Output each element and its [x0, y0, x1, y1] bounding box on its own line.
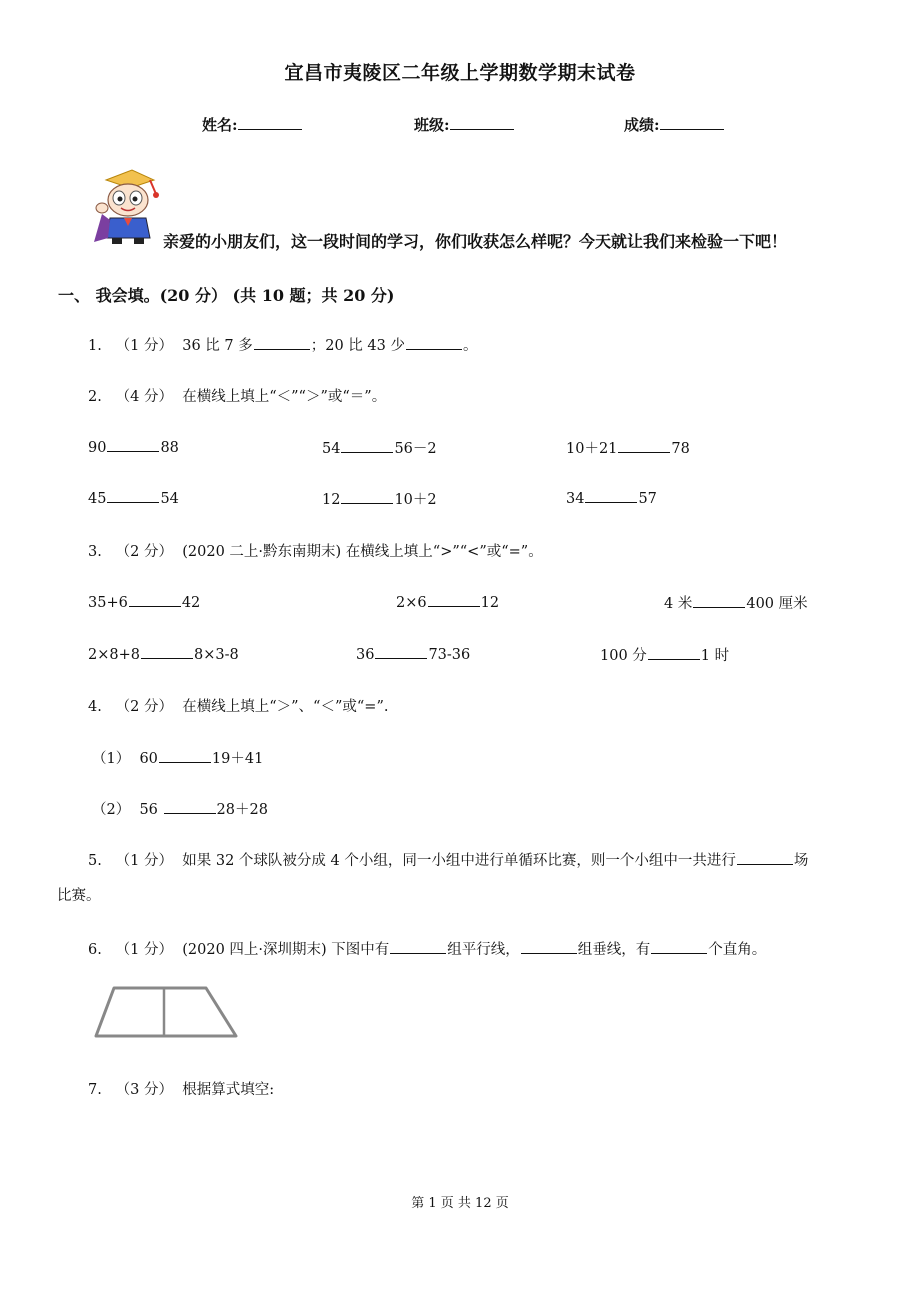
q6-text-c: 组垂线，有 [577, 942, 651, 958]
question-3 [88, 540, 543, 561]
q3-blank[interactable] [375, 644, 427, 659]
q7-text: 根据算式填空: [182, 1082, 275, 1098]
q6-blank-2[interactable] [521, 939, 577, 954]
name-label: 姓名: [202, 116, 238, 134]
q1-text-c: 。 [462, 338, 478, 354]
class-blank[interactable] [450, 114, 514, 130]
q3-blank[interactable] [648, 645, 700, 660]
q2-blank[interactable] [107, 488, 159, 503]
q1-text-b: ；20 比 43 少 [310, 338, 405, 354]
q4-points: （2 分） [115, 699, 174, 715]
q6-text-a: (2020 四上·深圳期末) 下图中有 [182, 942, 390, 958]
question-6 [88, 938, 766, 959]
q2-item [322, 437, 437, 458]
q3-item-right: 400 厘米 [746, 596, 808, 612]
q2-item [566, 488, 657, 507]
score-field [624, 114, 724, 135]
q3-item [600, 644, 729, 665]
q1-blank-2[interactable] [406, 335, 462, 350]
q3-item-right: 12 [480, 595, 500, 611]
name-field [202, 114, 302, 135]
q4-subitem-right: 28＋28 [216, 802, 268, 818]
q4-number: 4. [88, 699, 102, 715]
q3-points: （2 分） [115, 544, 174, 560]
q1-text-a: 36 比 7 多 [182, 338, 253, 354]
q2-blank[interactable] [618, 438, 670, 453]
q5-text-b: 场 [793, 853, 809, 869]
q4-subitem [92, 747, 263, 768]
q5-text-a: 如果 32 个球队被分成 4 个小组，同一小组中进行单循环比赛，则一个小组中一共进行 [182, 853, 736, 869]
class-field [414, 114, 514, 135]
q2-item-left: 12 [322, 492, 341, 508]
q2-item-right: 10＋2 [394, 492, 437, 508]
q2-item-right: 56－2 [394, 441, 437, 457]
q3-item-left: 35+6 [88, 595, 128, 611]
q2-blank[interactable] [341, 489, 393, 504]
q3-item-left: 2×8+8 [88, 647, 140, 663]
q3-blank[interactable] [693, 593, 745, 608]
q2-item-right: 78 [671, 441, 690, 457]
q2-item-right: 54 [160, 491, 179, 507]
q3-item [396, 592, 499, 611]
q1-points: （1 分） [115, 338, 174, 354]
q5-number: 5. [88, 853, 102, 869]
q3-item-left: 2×6 [396, 595, 427, 611]
q2-item [88, 437, 179, 456]
q4-text: 在横线上填上“＞”、“＜”或“=”. [182, 699, 389, 715]
q2-item-left: 45 [88, 491, 107, 507]
page-title: 宜昌市夷陵区二年级上学期数学期末试卷 [284, 62, 636, 84]
q4-blank[interactable] [159, 748, 211, 763]
q3-number: 3. [88, 544, 102, 560]
q2-item-right: 57 [638, 491, 657, 507]
greeting-text: 亲爱的小朋友们，这一段时间的学习，你们收获怎么样呢？今天就让我们来检验一下吧！ [163, 232, 788, 251]
q6-blank-1[interactable] [390, 939, 446, 954]
q6-points: （1 分） [115, 942, 174, 958]
q3-item-left: 100 分 [600, 648, 647, 664]
q3-item-left: 36 [356, 647, 375, 663]
q5-continuation: 比赛。 [57, 888, 101, 904]
q2-blank[interactable] [585, 488, 637, 503]
q4-subitem-index: （2） [92, 802, 131, 818]
q5-blank[interactable] [737, 850, 793, 865]
q3-item-right: 8×3-8 [193, 647, 239, 663]
q2-blank[interactable] [107, 437, 159, 452]
q4-blank[interactable] [164, 799, 216, 814]
score-label: 成绩: [624, 116, 660, 134]
q2-number: 2. [88, 389, 102, 405]
q3-item-left: 4 米 [664, 596, 693, 612]
q3-item-right: 73-36 [428, 647, 471, 663]
q2-points: （4 分） [115, 389, 174, 405]
question-7 [88, 1078, 274, 1099]
q2-item-left: 54 [322, 441, 341, 457]
q2-item-left: 90 [88, 440, 107, 456]
q6-text-b: 组平行线， [447, 942, 520, 958]
q3-item-right: 1 时 [700, 648, 730, 664]
class-label: 班级: [414, 116, 450, 134]
q2-item [322, 488, 437, 509]
q6-number: 6. [88, 942, 102, 958]
q3-text: (2020 二上·黔东南期末) 在横线上填上“>”“<”或“=”。 [182, 544, 543, 560]
q4-subitem-left: 60 [139, 751, 158, 767]
q2-item-right: 88 [160, 440, 179, 456]
q2-blank[interactable] [341, 438, 393, 453]
q1-number: 1. [88, 338, 102, 354]
q3-blank[interactable] [141, 644, 193, 659]
name-blank[interactable] [238, 114, 302, 130]
q4-subitem-index: （1） [92, 751, 131, 767]
q3-item [88, 644, 239, 663]
q3-blank[interactable] [428, 592, 480, 607]
section-title: 一、 我会填。(20 分） (共 10 题；共 20 分) [58, 286, 395, 305]
q3-item [88, 592, 200, 611]
q4-subitem-right: 19＋41 [211, 751, 264, 767]
question-4 [88, 695, 388, 716]
question-5 [88, 849, 808, 870]
q4-subitem [92, 798, 268, 819]
q3-blank[interactable] [129, 592, 181, 607]
q2-item-left: 10＋21 [566, 441, 618, 457]
q3-item [664, 592, 808, 613]
q7-number: 7. [88, 1082, 102, 1098]
q2-item [566, 437, 690, 458]
mascot-doctor-cap-icon [88, 168, 168, 248]
q4-subitem-left: 56 [139, 802, 163, 818]
q6-text-d: 个直角。 [708, 942, 767, 958]
q1-blank-1[interactable] [254, 335, 310, 350]
q5-points: （1 分） [115, 853, 174, 869]
score-blank[interactable] [660, 114, 724, 130]
question-2 [88, 385, 386, 406]
q6-blank-3[interactable] [651, 939, 707, 954]
q2-text: 在横线上填上“＜”“＞”或“＝”。 [182, 389, 387, 405]
q3-item [356, 644, 470, 663]
trapezoid-figure [92, 984, 242, 1040]
question-1 [88, 334, 477, 355]
q2-item-left: 34 [566, 491, 585, 507]
q7-points: （3 分） [115, 1082, 174, 1098]
q3-item-right: 42 [181, 595, 201, 611]
q2-item [88, 488, 179, 507]
page-footer: 第 1 页 共 12 页 [411, 1196, 509, 1211]
